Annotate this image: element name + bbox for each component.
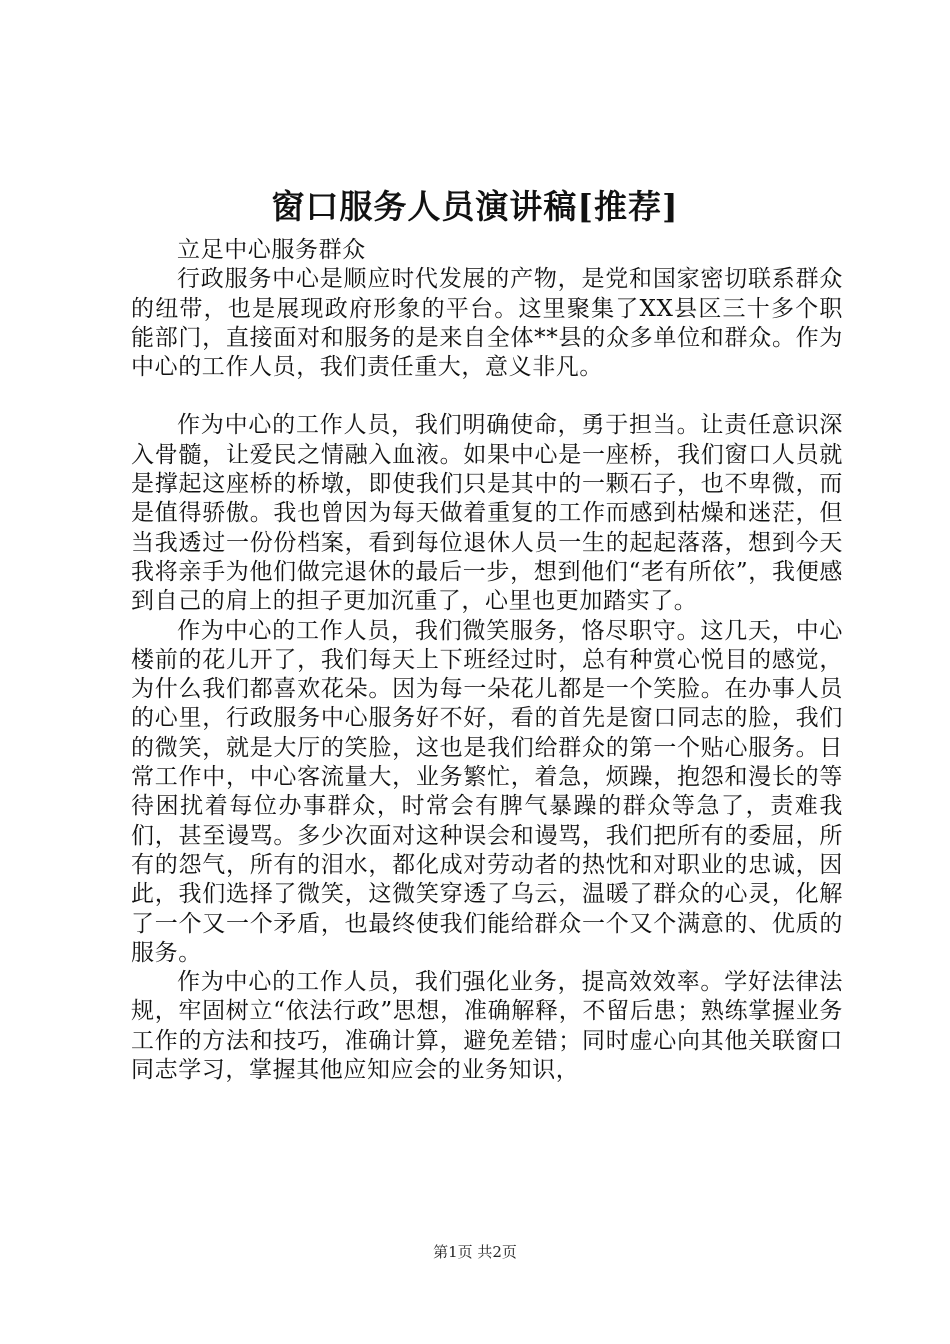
document-body	[131, 236, 843, 1085]
paragraph: 行政服务中心是顺应时代发展的产物，是党和国家密切联系群众的纽带，也是展现政府形象的平台。这里聚集了XX县区三十多个职能部门，直接面对和服务的是来自全体**县的众多单位和群众。作为中心的工作人员，我们责任重大，意义非凡。	[131, 266, 843, 381]
paragraph: 作为中心的工作人员，我们强化业务，提高效效率。学好法律法规，牢固树立“依法行政”思想，准确解释，不留后患；熟练掌握业务工作的方法和技巧，准确计算，避免差错；同时虚心向其他关联窗口同志学习，掌握其他应知应会的业务知识，	[131, 969, 843, 1084]
page-number-footer: 第1页 共2页	[433, 1243, 517, 1261]
paragraph-heading: 立足中心服务群众	[177, 237, 366, 263]
paragraph: 作为中心的工作人员，我们明确使命，勇于担当。让责任意识深入骨髓，让爱民之情融入血液。如果中心是一座桥，我们窗口人员就是撑起这座桥的桥墩，即使我们只是其中的一颗石子，也不卑微，而是值得骄傲。我也曾因为每天做着重复的工作而感到枯燥和迷茫，但当我透过一份份档案，看到每位退休人员一生的起起落落，想到今天我将亲手为他们做完退休的最后一步，想到他们“老有所依”，我便感到自己的肩上的担子更加沉重了，心里也更加踏实了。	[131, 412, 843, 615]
document-title: 窗口服务人员演讲稿[推荐]	[271, 187, 679, 226]
paragraph: 作为中心的工作人员，我们微笑服务，恪尽职守。这几天，中心楼前的花儿开了，我们每天上下班经过时，总有种赏心悦目的感觉，为什么我们都喜欢花朵。因为每一朵花儿都是一个笑脸。在办事人员的心里，行政服务中心服务好不好，看的首先是窗口同志的脸，我们的微笑，就是大厅的笑脸，这也是我们给群众的第一个贴心服务。日常工作中，中心客流量大，业务繁忙，着急，烦躁，抱怨和漫长的等待困扰着每位办事群众，时常会有脾气暴躁的群众等急了，责难我们，甚至谩骂。多少次面对这种误会和谩骂，我们把所有的委屈，所有的怨气，所有的泪水，都化成对劳动者的热忱和对职业的忠诚，因此，我们选择了微笑，这微笑穿透了乌云，温暖了群众的心灵，化解了一个又一个矛盾，也最终使我们能给群众一个又个满意的、优质的服务。	[131, 617, 843, 966]
